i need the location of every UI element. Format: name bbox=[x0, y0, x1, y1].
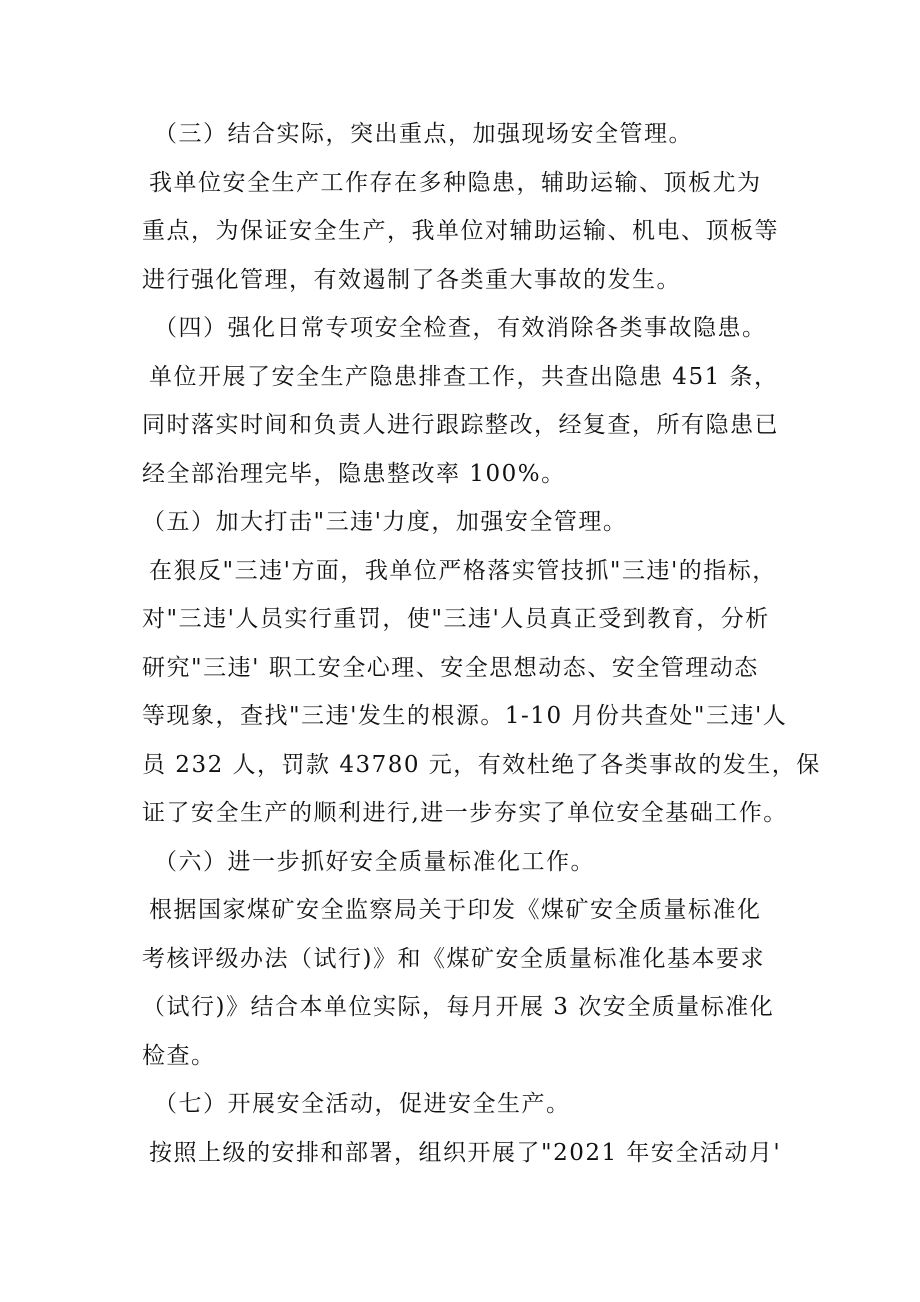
paragraph-line: 单位开展了安全生产隐患排查工作，共查出隐患 451 条， bbox=[149, 363, 779, 390]
paragraph-line: 按照上级的安排和部署，组织开展了"2021 年安全活动月' bbox=[149, 1139, 782, 1166]
heading-section-6: （六）进一步抓好安全质量标准化工作。 bbox=[154, 848, 595, 875]
document-body bbox=[142, 110, 821, 1177]
heading-section-5: （五）加大打击"三违'力度，加强安全管理。 bbox=[142, 509, 628, 535]
heading-section-4: （四）强化日常专项安全检查，有效消除各类事故隐患。 bbox=[154, 315, 767, 341]
paragraph-line: 检查。 bbox=[142, 1042, 216, 1069]
paragraph-line: 证了安全生产的顺利进行,进一步夯实了单位安全基础工作。 bbox=[142, 800, 788, 826]
paragraph-line: （试行)》结合本单位实际，每月开展 3 次安全质量标准化 bbox=[142, 994, 775, 1020]
paragraph-line: 员 232 人，罚款 43780 元，有效杜绝了各类事故的发生，保 bbox=[142, 751, 821, 778]
paragraph-line: 同时落实时间和负责人进行跟踪整改，经复查，所有隐患已 bbox=[142, 412, 779, 438]
paragraph-line: 经全部治理完毕，隐患整改率 100%。 bbox=[142, 460, 566, 487]
paragraph-line: 进行强化管理，有效遏制了各类重大事故的发生。 bbox=[142, 266, 681, 293]
paragraph-line: 研究"三违' 职工安全心理、安全思想动态、安全管理动态 bbox=[142, 654, 759, 681]
paragraph-line: 在狠反"三违'方面，我单位严格落实管技抓"三违'的指标， bbox=[149, 557, 777, 584]
paragraph-line: 等现象，查找"三违'发生的根源。1-10 月份共查处"三违'人 bbox=[142, 703, 788, 729]
paragraph-line: 根据国家煤矿安全监察局关于印发《煤矿安全质量标准化 bbox=[149, 897, 762, 923]
heading-section-7: （七）开展安全活动，促进安全生产。 bbox=[154, 1091, 571, 1117]
paragraph-line: 对"三违'人员实行重罚，使"三违'人员真正受到教育，分析 bbox=[142, 606, 770, 632]
heading-section-3: （三）结合实际，突出重点，加强现场安全管理。 bbox=[154, 121, 693, 147]
paragraph-line: 重点，为保证安全生产，我单位对辅助运输、机电、顶板等 bbox=[142, 218, 779, 244]
paragraph-line: 我单位安全生产工作存在多种隐患，辅助运输、顶板尤为 bbox=[149, 169, 762, 196]
paragraph-line: 考核评级办法（试行)》和《煤矿安全质量标准化基本要求 bbox=[142, 945, 765, 972]
